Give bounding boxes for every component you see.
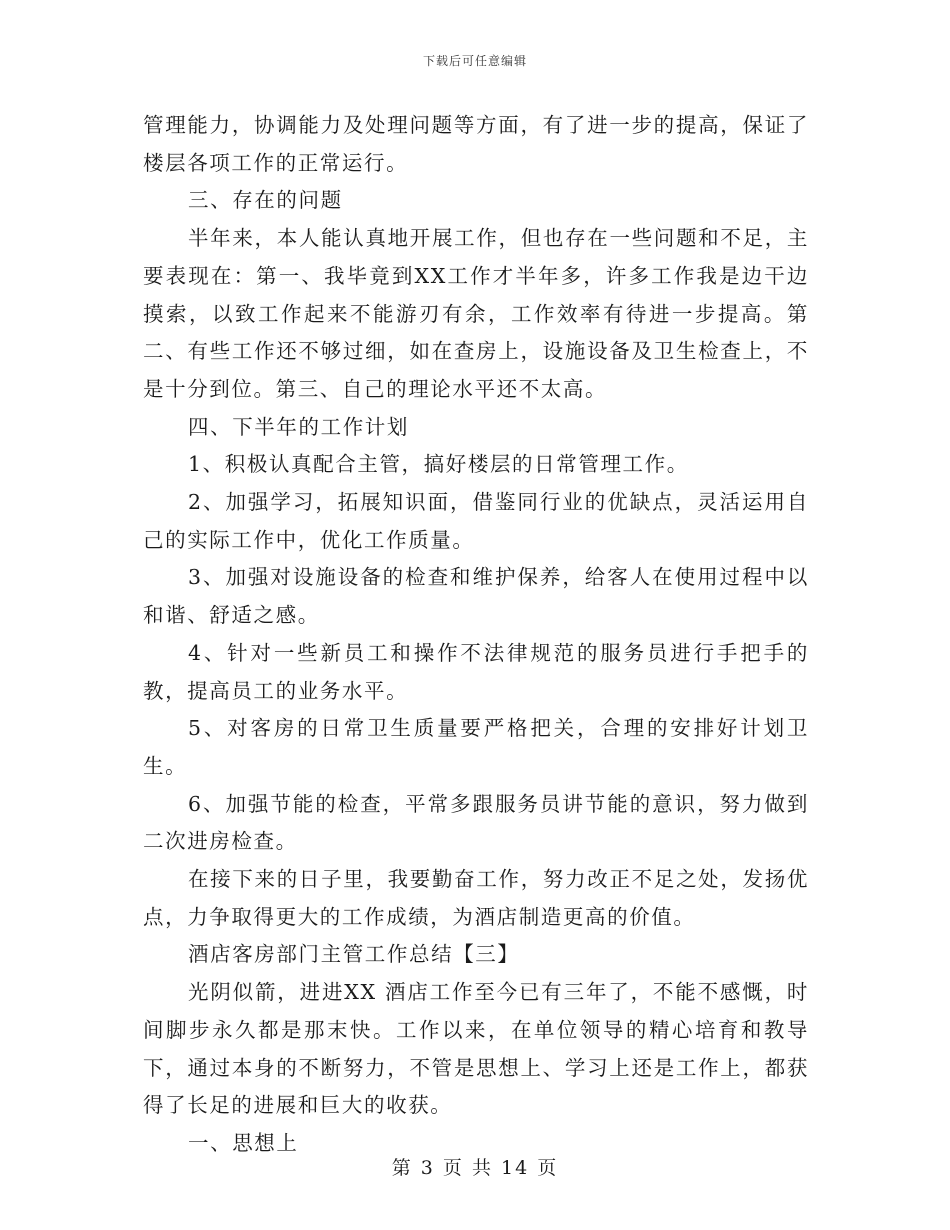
section-heading-thought: 一、思想上 bbox=[188, 1130, 299, 1155]
page-header-note: 下载后可任意编辑 bbox=[422, 54, 527, 68]
plan-item-2: 2、加强学习，拓展知识面，借鉴同行业的优缺点，灵活运用自己的实际工作中，优化工作质量。 bbox=[143, 490, 809, 552]
section-heading-problems: 三、存在的问题 bbox=[188, 188, 343, 213]
section-heading-plan: 四、下半年的工作计划 bbox=[188, 414, 409, 439]
paragraph-intro: 光阴似箭，进进XX 酒店工作至今已有三年了，不能不感慨，时间脚步永久都是那末快。工作以来，在单位领导的精心培育和教导下，通过本身的不断努力，不管是思想上、学习上还是工作上，都获得了长足的进展和巨大的收获。 bbox=[143, 980, 809, 1118]
plan-item-6: 6、加强节能的检查，平常多跟服务员讲节能的意识，努力做到二次进房检查。 bbox=[143, 791, 809, 854]
document-subtitle: 酒店客房部门主管工作总结【三】 bbox=[188, 942, 520, 967]
page-number: 第 3 页 共 14 页 bbox=[391, 1157, 559, 1179]
paragraph-continuation: 管理能力，协调能力及处理问题等方面，有了进一步的提高，保证了楼层各项工作的正常运行。 bbox=[143, 113, 809, 175]
plan-item-3: 3、加强对设施设备的检查和维护保养，给客人在使用过程中以和谐、舒适之感。 bbox=[143, 565, 809, 628]
paragraph-closing: 在接下来的日子里，我要勤奋工作，努力改正不足之处，发扬优点，力争取得更大的工作成绩，为酒店制造更高的价值。 bbox=[143, 867, 809, 929]
plan-item-4: 4、针对一些新员工和操作不法律规范的服务员进行手把手的教，提高员工的业务水平。 bbox=[143, 640, 809, 703]
plan-item-1: 1、积极认真配合主管，搞好楼层的日常管理工作。 bbox=[188, 452, 689, 477]
plan-item-5: 5、对客房的日常卫生质量要严格把关，合理的安排好计划卫生。 bbox=[143, 716, 809, 778]
document-body bbox=[143, 107, 809, 1163]
paragraph-problems: 半年来，本人能认真地开展工作，但也存在一些问题和不足，主要表现在：第一、我毕竟到XX工作才半年多，许多工作我是边干边摸索，以致工作起来不能游刃有余，工作效率有待进一步提高。第二、有些工作还不够过细，如在查房上，设施设备及卫生检查上，不是十分到位。第三、自己的理论水平还不太高。 bbox=[143, 226, 809, 401]
